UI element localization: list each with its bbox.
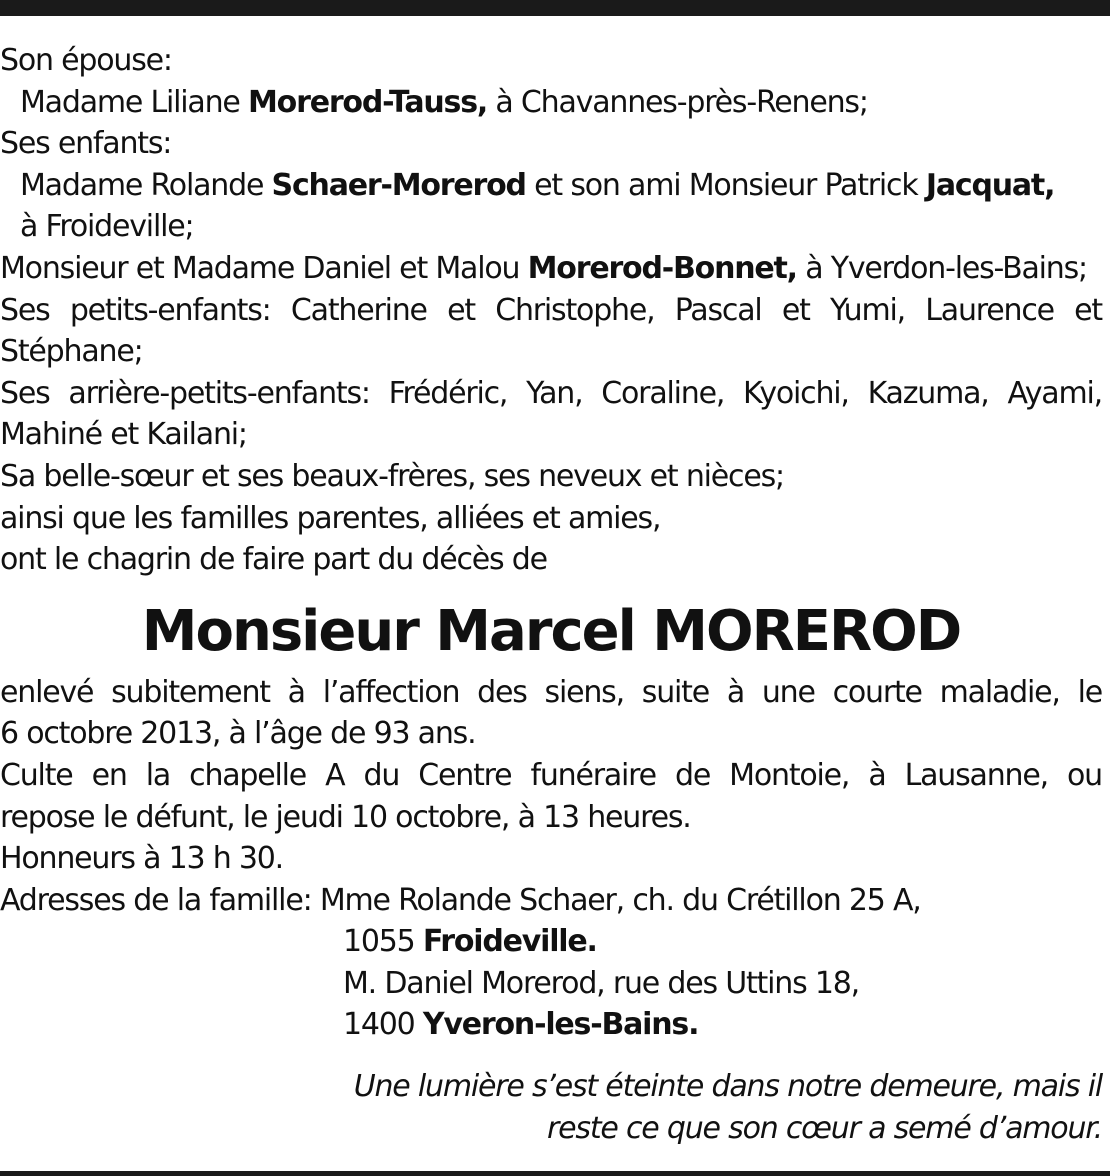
service-line-1: Culte en la chapelle A du Centre funéraire de Montoie, à Lausanne, ou [0, 757, 1102, 793]
child1-location: à Froideville; [20, 209, 194, 245]
child1-partner-name: Jacquat, [925, 167, 1055, 203]
epitaph-line-2: reste ce que son cœur a semé d’amour. [547, 1110, 1102, 1146]
address2-city: Yveron-les-Bains. [422, 1007, 699, 1043]
children-heading: Ses enfants: [0, 126, 172, 162]
honours-line: Honneurs à 13 h 30. [0, 841, 284, 877]
child2-line [0, 248, 1102, 290]
spouse-heading: Son épouse: [0, 43, 172, 78]
death-line-1: enlevé subitement à l’affection des siens, suite à une courte maladie, le [0, 674, 1102, 710]
address2-zip: 1400 [343, 1007, 423, 1043]
service-line-2: repose le défunt, le jeudi 10 octobre, à 13 heures. [0, 799, 691, 835]
spouse-name: Morerod-Tauss, [248, 84, 488, 120]
address2-street: M. Daniel Morerod, rue des Uttins 18, [343, 965, 859, 1001]
child1-prefix: Madame Rolande [20, 167, 272, 203]
grandchildren-line-2: Stéphane; [0, 334, 143, 370]
address1-city-line [0, 921, 1102, 963]
child1-line [0, 165, 1102, 207]
epitaph [0, 1066, 1102, 1149]
top-rule [0, 0, 1110, 16]
addresses-first-line [0, 880, 1102, 922]
spouse-location: à Chavannes-près-Renens; [487, 84, 868, 120]
addresses-label: Adresses de la famille: [0, 882, 320, 918]
bottom-rule [0, 1171, 1110, 1176]
address2-city-line [0, 1004, 1102, 1046]
relatives-line: ainsi que les familles parentes, alliées et amies, [0, 500, 661, 536]
spouse-line [0, 82, 1102, 124]
grandchildren-line-1: Ses petits-enfants: Catherine et Christophe, Pascal et Yumi, Laurence et [0, 292, 1102, 328]
child2-prefix: Monsieur et Madame Daniel et Malou [0, 250, 528, 286]
in-laws-line: Sa belle-sœur et ses beaux-frères, ses neveux et nièces; [0, 458, 784, 494]
deceased-name: Monsieur Marcel MOREROD [141, 598, 961, 664]
obituary-notice [0, 40, 1102, 1149]
great-grandchildren-line-2: Mahiné et Kailani; [0, 417, 247, 453]
spouse-prefix: Madame Liliane [20, 84, 249, 120]
address1-city: Froideville. [422, 924, 597, 960]
child2-location: à Yverdon-les-Bains; [796, 250, 1087, 286]
child2-name: Morerod-Bonnet, [527, 250, 797, 286]
death-line-2: 6 octobre 2013, à l’âge de 93 ans. [0, 716, 476, 752]
address1-street: Mme Rolande Schaer, ch. du Crétillon 25 A, [319, 882, 921, 918]
great-grandchildren-line-1: Ses arrière-petits-enfants: Frédéric, Yan, Coraline, Kyoichi, Kazuma, Ayami, [0, 375, 1102, 411]
announcement-line: ont le chagrin de faire part du décès de [0, 542, 547, 578]
epitaph-line-1: Une lumière s’est éteinte dans notre demeure, mais il [353, 1069, 1102, 1105]
child1-middle: et son ami Monsieur Patrick [525, 167, 926, 203]
address1-zip: 1055 [343, 924, 423, 960]
child1-name: Schaer-Morerod [271, 167, 526, 203]
